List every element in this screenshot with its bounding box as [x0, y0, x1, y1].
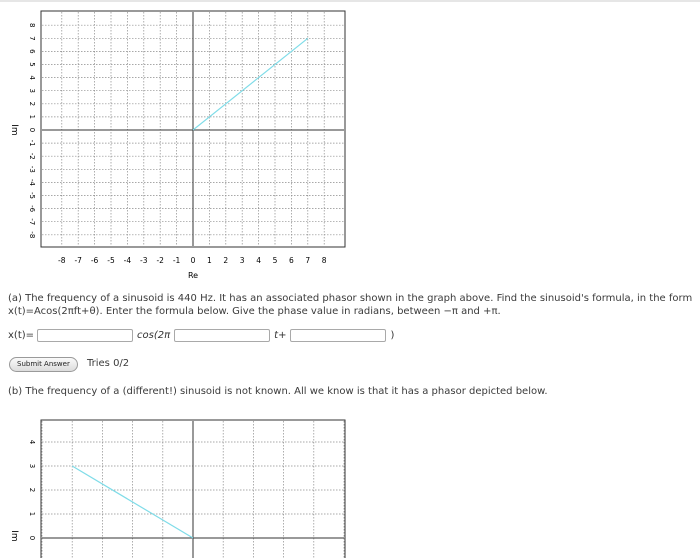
x-tick-label: 8 [321, 256, 327, 265]
y-tick-label: -6 [28, 205, 36, 213]
x-tick-label: 5 [272, 256, 278, 265]
formula-tplus-text: t+ [274, 329, 287, 341]
y-tick-label: -2 [28, 152, 36, 160]
question-a-text: (a) The frequency of a sinusoid is 440 Hz. It has an associated phasor shown in the graph above. Find the sinusoid's formula, in the form x(t)=Acos(2πft+θ). Enter the formula below. Give the phase value in radians, between −π and +π. [8, 293, 693, 317]
x-axis-label-a: Re [187, 271, 199, 280]
y-tick-label: -1 [28, 139, 36, 147]
formula-lhs: x(t)= [8, 329, 35, 341]
formula-cos-text: cos(2π [137, 329, 171, 341]
submit-answer-button[interactable]: Submit Answer [9, 357, 78, 372]
tries-counter: Tries 0/2 [87, 358, 130, 369]
amplitude-input[interactable] [37, 329, 133, 342]
phasor-graph-a [0, 4, 360, 284]
y-tick-label: -7 [28, 218, 36, 226]
y-tick-label: 1 [28, 511, 36, 517]
y-tick-label: -5 [28, 192, 36, 199]
x-tick-label: 1 [207, 256, 212, 265]
y-tick-label: 6 [28, 49, 36, 54]
x-tick-label: -1 [172, 256, 181, 265]
y-tick-label: 3 [28, 88, 36, 93]
phasor-graph-b [0, 412, 360, 558]
formula-row [8, 327, 398, 343]
x-tick-label: -8 [58, 256, 66, 265]
y-tick-label: 0 [28, 127, 36, 133]
x-tick-label: -5 [107, 256, 115, 265]
y-tick-label: -8 [28, 231, 36, 239]
x-tick-label: 6 [289, 256, 294, 265]
x-tick-label: -2 [156, 256, 164, 265]
graph-a-y-tick-labels [28, 23, 36, 238]
question-b-text: (b) The frequency of a (different!) sinusoid is not known. All we know is that it has a phasor depicted below. [8, 386, 548, 397]
x-tick-label: 3 [239, 256, 245, 265]
phase-input[interactable] [290, 329, 386, 342]
x-tick-label: 4 [256, 256, 261, 265]
x-tick-label: -6 [90, 256, 99, 265]
x-tick-label: -4 [123, 256, 132, 265]
y-tick-label: 5 [28, 62, 36, 67]
graph-a-x-tick-labels [58, 256, 327, 265]
x-tick-label: 7 [305, 256, 311, 265]
y-tick-label: 2 [28, 487, 36, 493]
x-tick-label: 0 [190, 256, 196, 265]
y-tick-label: -3 [28, 165, 36, 173]
y-tick-label: 0 [28, 535, 36, 541]
y-tick-label: 8 [28, 22, 36, 28]
y-tick-label: 4 [28, 75, 36, 80]
y-tick-label: 1 [28, 114, 36, 120]
formula-close-paren: ) [390, 329, 395, 341]
y-tick-label: 2 [28, 101, 36, 107]
y-axis-label-a: Im [9, 124, 19, 136]
y-tick-label: 7 [28, 36, 36, 41]
y-tick-label: 4 [28, 439, 36, 445]
graph-b-y-tick-labels [28, 440, 36, 540]
y-tick-label: 3 [28, 463, 36, 469]
x-tick-label: -7 [74, 256, 82, 265]
top-border [0, 0, 700, 2]
frequency-input[interactable] [174, 329, 270, 342]
x-tick-label: 2 [223, 256, 229, 265]
x-tick-label: -3 [140, 256, 148, 265]
y-axis-label-b: Im [9, 530, 19, 542]
y-tick-label: -4 [28, 178, 36, 186]
